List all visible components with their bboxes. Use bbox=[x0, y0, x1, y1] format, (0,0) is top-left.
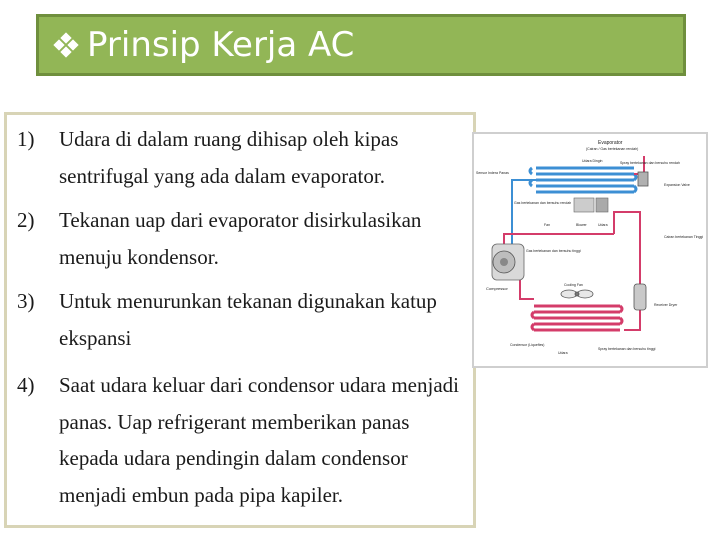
label-condensor: Condensor (Liquefies) bbox=[510, 343, 545, 347]
label-gas-tinggi: Gas bertekanan dan bersuhu tinggi bbox=[526, 249, 581, 253]
evaporator-coil bbox=[530, 168, 636, 192]
ac-cycle-diagram-svg bbox=[474, 134, 706, 366]
item-number: 4) bbox=[17, 373, 35, 397]
cooling-fan-icon bbox=[561, 290, 593, 298]
compressor-icon bbox=[492, 244, 524, 280]
label-sensor: Sensor Indera Panas bbox=[476, 171, 509, 175]
label-blower: Blower bbox=[576, 223, 587, 227]
item-text: Untuk menurunkan tekanan digunakan katup ekspansi bbox=[59, 289, 437, 350]
item-number: 3) bbox=[17, 289, 35, 313]
label-fan: Fan bbox=[544, 223, 551, 227]
ac-diagram bbox=[472, 132, 708, 368]
label-evaporator: Evaporator bbox=[598, 140, 623, 146]
item-text: Udara di dalam ruang dihisap oleh kipas sentrifugal yang ada dalam evaporator. bbox=[59, 127, 399, 188]
item-number: 2) bbox=[17, 208, 35, 232]
label-cair: Cairan bertekanan Tinggi bbox=[664, 235, 704, 239]
label-expansion: Expansion Valve bbox=[664, 183, 690, 187]
refrigerant-pipes bbox=[504, 156, 644, 330]
blower-icon bbox=[574, 198, 608, 212]
item-text: Tekanan uap dari evaporator disirkulasikan menuju kondensor. bbox=[59, 208, 422, 269]
content-box bbox=[4, 112, 476, 528]
item-number: 1) bbox=[17, 127, 35, 151]
label-udara-dingin: Udara Dingin bbox=[582, 159, 603, 163]
label-spray: Spray bertekanan dan bersuhu rendah bbox=[620, 161, 680, 165]
label-cooling-fan: Cooling Fan bbox=[564, 283, 583, 287]
expansion-valve-icon bbox=[638, 172, 648, 186]
page-title: Prinsip Kerja AC bbox=[87, 25, 355, 65]
receiver-dryer-icon bbox=[634, 284, 646, 310]
label-compressor: Compressor bbox=[486, 286, 508, 291]
label-gas-rendah: Gas bertekanan dan bersuhu rendah bbox=[514, 201, 572, 205]
item-text: Saat udara keluar dari condensor udara menjadi panas. Uap refrigerant memberikan panas kepada udara pendingin dalam condensor menjadi embun pada pipa kapiler. bbox=[59, 373, 459, 507]
diamond-bullet-icon bbox=[55, 34, 77, 56]
label-udara: Udara bbox=[598, 223, 608, 227]
condensor-coil bbox=[532, 306, 622, 330]
label-spray-2: Spray bertekanan dan bersuhu tinggi bbox=[598, 347, 656, 351]
label-evaporator-sub: (Cairan / Gas bertekanan rendah) bbox=[586, 147, 639, 151]
title-bar bbox=[36, 14, 686, 76]
label-receiver: Receiver Dryer bbox=[654, 303, 678, 307]
label-udara-2: Udara bbox=[558, 351, 568, 355]
